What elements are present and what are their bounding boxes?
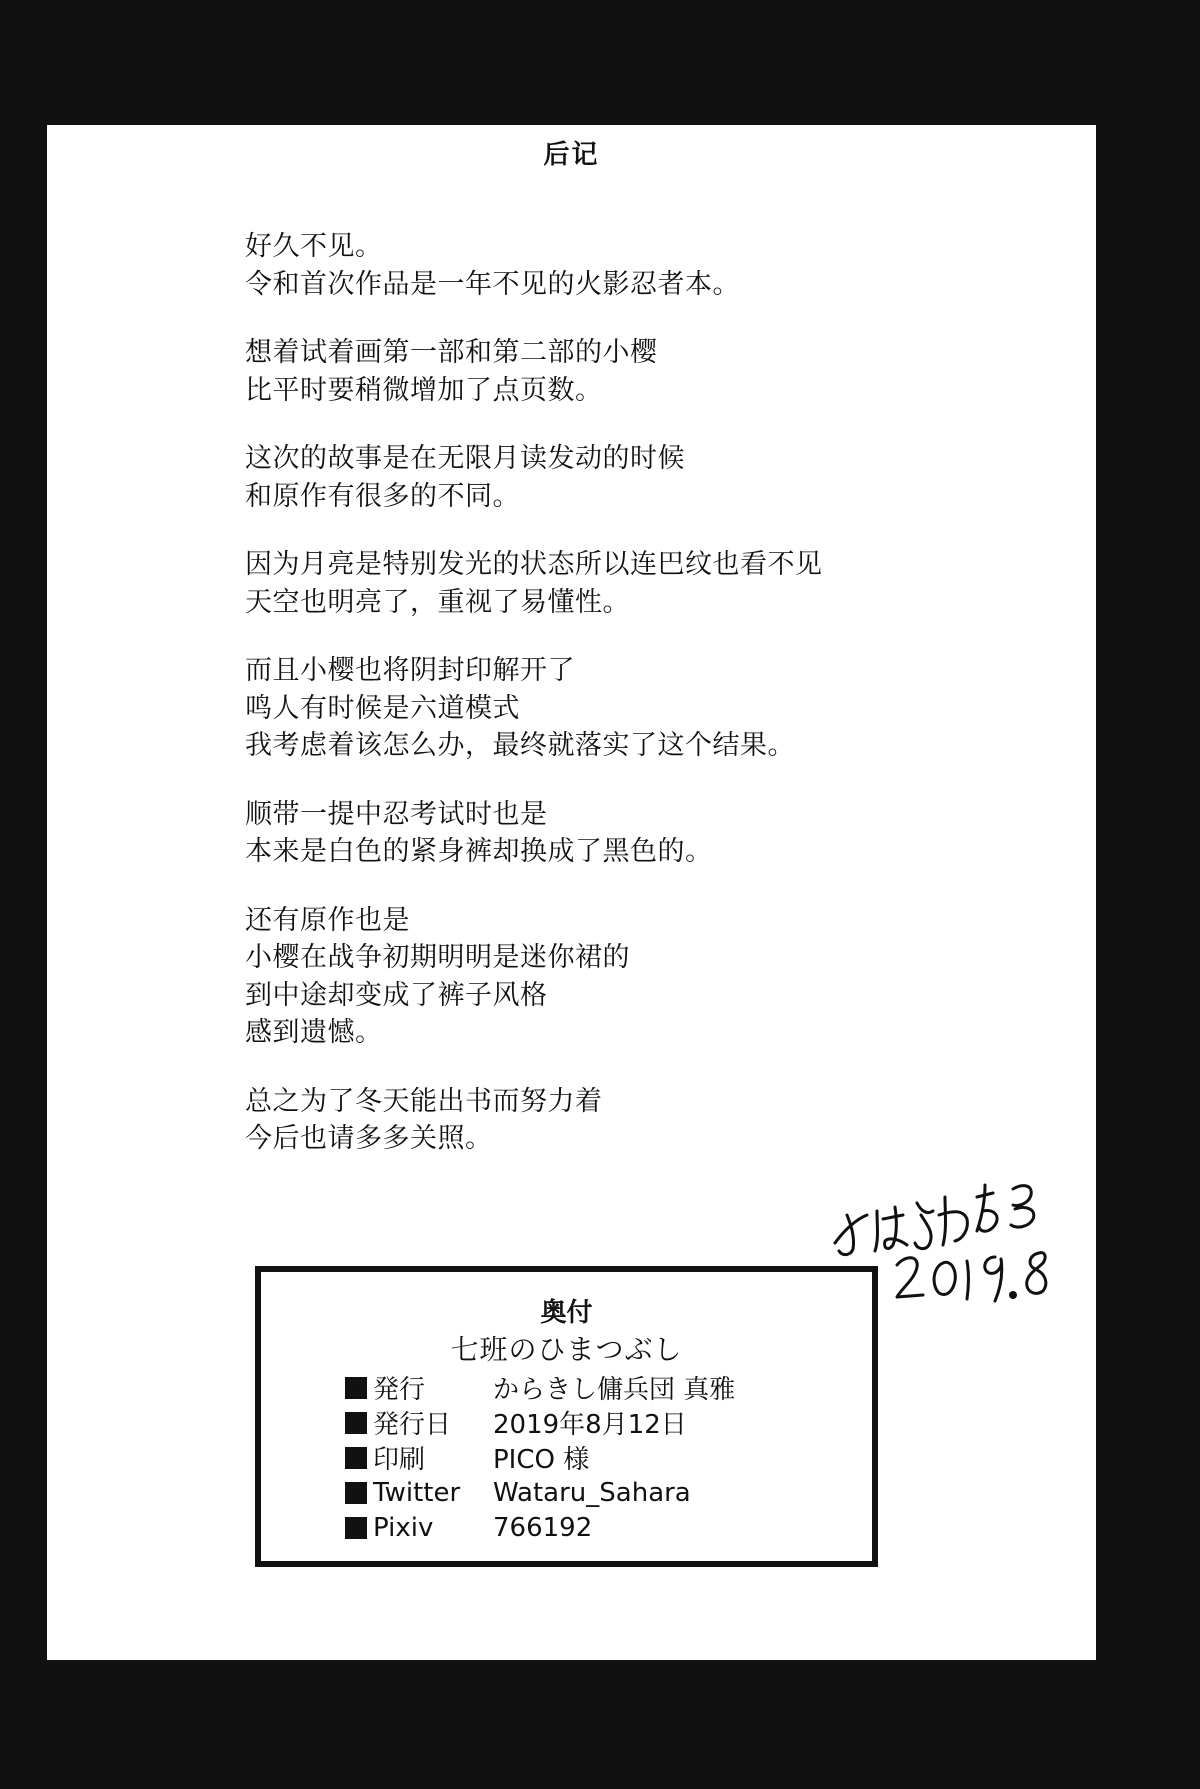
row-value: 2019年8月12日 bbox=[493, 1410, 687, 1440]
book-title: 七班のひまつぶし bbox=[450, 1333, 683, 1366]
colophon-box bbox=[255, 1266, 878, 1567]
text-line: 总之为了冬天能出书而努力着 bbox=[245, 1085, 603, 1117]
colophon-row-publisher bbox=[345, 1370, 735, 1405]
colophon-row-pixiv bbox=[345, 1510, 735, 1545]
text-line: 好久不见。 bbox=[245, 231, 383, 262]
colophon-row-twitter bbox=[345, 1475, 735, 1510]
text-line: 想着试着画第一部和第二部的小樱 bbox=[245, 337, 658, 368]
square-bullet-icon bbox=[345, 1482, 367, 1504]
text-line: 小樱在战争初期明明是迷你裙的 bbox=[245, 942, 630, 973]
paragraph-4 bbox=[245, 546, 945, 621]
afterword-page bbox=[47, 125, 1096, 1660]
paragraph-3 bbox=[245, 440, 945, 515]
square-bullet-icon bbox=[345, 1412, 367, 1434]
text-line: 天空也明亮了，重视了易懂性。 bbox=[245, 586, 630, 618]
colophon-rows bbox=[345, 1370, 735, 1545]
row-label: 発行 bbox=[373, 1375, 426, 1405]
text-line: 本来是白色的紧身裤却换成了黑色的。 bbox=[245, 836, 713, 867]
text-line: 顺带一提中忍考试时也是 bbox=[245, 798, 548, 830]
paragraph-6 bbox=[245, 796, 945, 871]
text-line: 这次的故事是在无限月读发动的时候 bbox=[245, 443, 685, 474]
text-line: 今后也请多多关照。 bbox=[245, 1123, 493, 1154]
page-title: 后记 bbox=[543, 140, 600, 170]
text-line: 和原作有很多的不同。 bbox=[245, 480, 520, 512]
paragraph-1 bbox=[245, 228, 945, 303]
row-value: からきし傭兵団 真雅 bbox=[493, 1375, 736, 1405]
row-value: PICO 様 bbox=[493, 1445, 590, 1475]
row-label: Pixiv bbox=[373, 1512, 434, 1543]
colophon-row-printer bbox=[345, 1440, 735, 1475]
row-value: 766192 bbox=[493, 1512, 593, 1543]
row-label: 発行日 bbox=[373, 1410, 452, 1440]
colophon-heading: 奥付 bbox=[540, 1298, 593, 1328]
paragraph-5 bbox=[245, 652, 945, 765]
colophon-row-date bbox=[345, 1405, 735, 1440]
text-line: 而且小樱也将阴封印解开了 bbox=[245, 655, 575, 686]
row-value: Wataru_Sahara bbox=[493, 1477, 691, 1508]
paragraph-2 bbox=[245, 334, 945, 409]
text-line: 比平时要稍微增加了点页数。 bbox=[245, 374, 603, 406]
square-bullet-icon bbox=[345, 1377, 367, 1399]
row-label: 印刷 bbox=[373, 1445, 426, 1475]
text-line: 因为月亮是特别发光的状态所以连巴纹也看不见 bbox=[245, 549, 823, 580]
text-line: 我考虑着该怎么办，最终就落实了这个结果。 bbox=[245, 730, 795, 761]
square-bullet-icon bbox=[345, 1517, 367, 1539]
text-line: 到中途却变成了裤子风格 bbox=[245, 979, 548, 1011]
square-bullet-icon bbox=[345, 1447, 367, 1469]
text-line: 还有原作也是 bbox=[245, 904, 410, 936]
row-label: Twitter bbox=[373, 1477, 461, 1508]
text-line: 感到遗憾。 bbox=[245, 1017, 383, 1048]
text-line: 鸣人有时候是六道模式 bbox=[245, 692, 520, 724]
text-line: 令和首次作品是一年不见的火影忍者本。 bbox=[245, 268, 740, 300]
afterword-body bbox=[245, 228, 945, 1189]
paragraph-7 bbox=[245, 902, 945, 1052]
